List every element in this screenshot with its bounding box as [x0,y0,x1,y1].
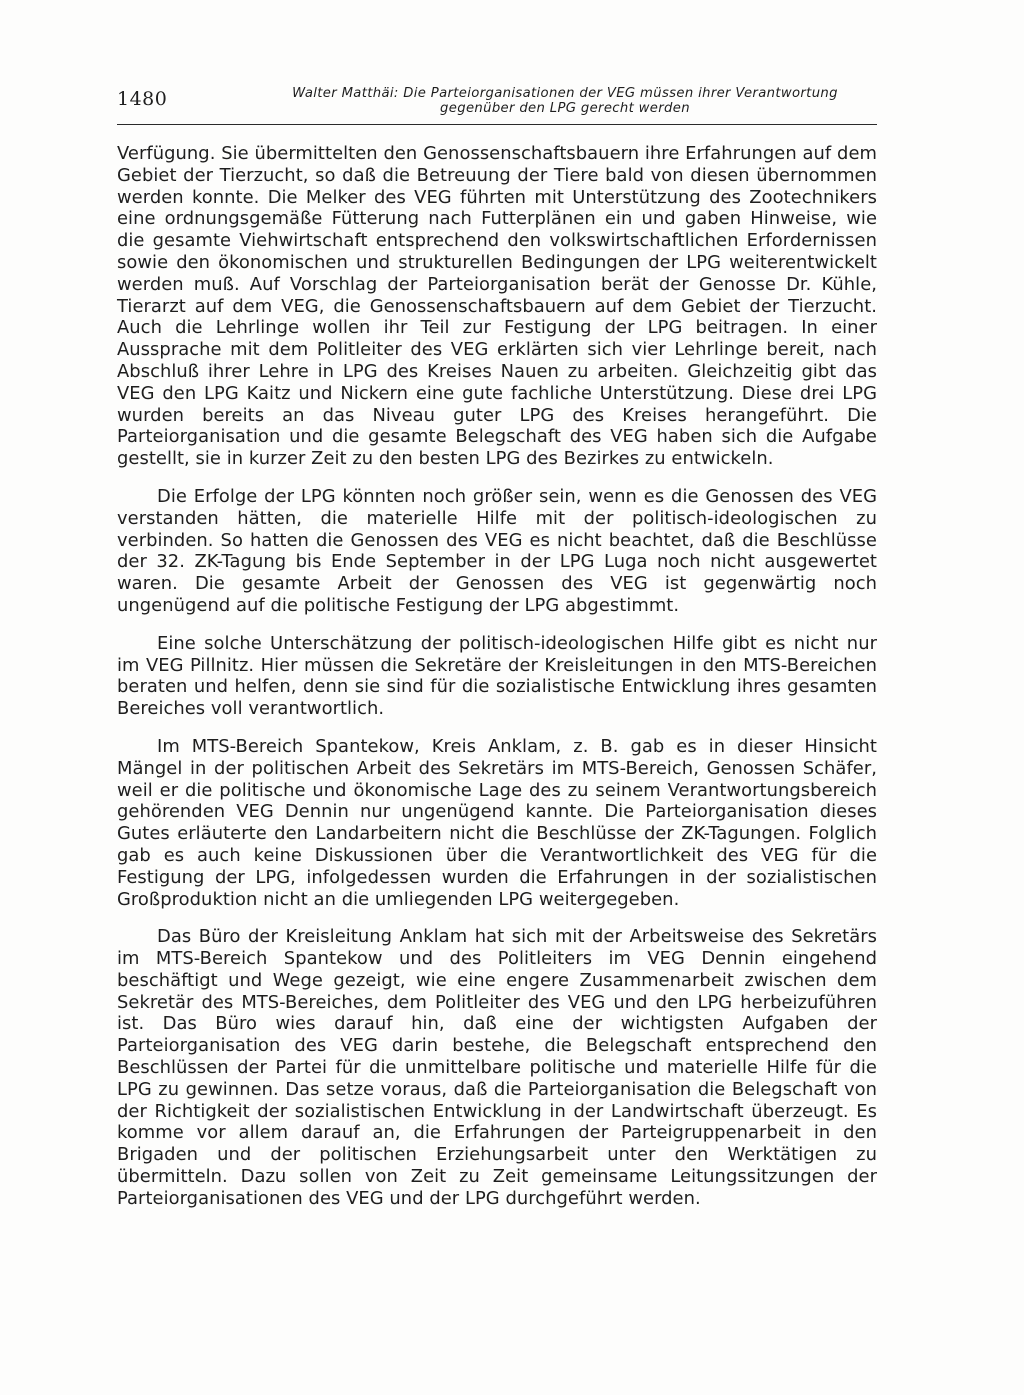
page-number: 1480 [117,88,168,110]
paragraph-3: Eine solche Unterschätzung der politisch-ideologischen Hilfe gibt es nicht nur im VEG Pillnitz. Hier müssen die Sekretäre der Kreisleitungen in den MTS-Bereichen beraten und helfen, denn sie sind für die sozialistische Entwicklung ihres gesamten Bereiches voll verantwortlich. [117,632,877,720]
paragraph-5: Das Büro der Kreisleitung Anklam hat sich mit der Arbeitsweise des Sekretärs im MTS-Bereich Spantekow und des Politleiters im VEG Dennin eingehend beschäftigt und Wege gezeigt, wie eine engere Zusammenarbeit zwischen dem Sekretär des MTS-Bereiches, dem Politleiter des VEG und den LPG herbeizuführen ist. Das Büro wies darauf hin, daß eine der wichtigsten Aufgaben der Parteiorganisation des VEG darin bestehe, die Belegschaft entsprechend den Beschlüssen der Partei für die unmittelbare politische und materielle Hilfe für die LPG zu gewinnen. Das setze voraus, daß die Parteiorganisation die Belegschaft von der Richtigkeit der sozialistischen Entwicklung in der Landwirtschaft überzeugt. Es komme vor allem darauf an, die Erfahrungen der Parteigruppenarbeit in den Brigaden und der politischen Erziehungsarbeit unter den Werktätigen zu übermitteln. Dazu sollen von Zeit zu Zeit gemeinsame Leitungssitzungen der Parteiorganisationen des VEG und der LPG durchgeführt werden. [117,926,877,1209]
running-head [253,86,877,116]
paragraph-1: Verfügung. Sie übermittelten den Genossenschaftsbauern ihre Erfahrungen auf dem Gebiet der Tierzucht, so daß die Betreuung der Tiere bald von diesen übernommen werden konnte. Die Melker des VEG führten mit Unterstützung des Zootechnikers eine ordnungsgemäße Fütterung nach Futterplänen ein und gaben Hinweise, wie die gesamte Viehwirtschaft entsprechend den volkswirtschaftlichen Erfordernissen sowie den ökonomischen und strukturellen Bedingungen der LPG weiterentwickelt werden muß. Auf Vorschlag der Parteiorganisation berät der Genosse Dr. Kühle, Tierarzt auf dem VEG, die Genossenschaftsbauern auf dem Gebiet der Tierzucht. Auch die Lehrlinge wollen ihr Teil zur Festigung der LPG beitragen. In einer Aussprache mit dem Politleiter des VEG erklärten sich vier Lehrlinge bereit, nach Abschluß ihrer Lehre in LPG des Kreises Nauen zu arbeiten. Gleichzeitig gibt das VEG den LPG Kaitz und Nickern eine gute fachliche Unterstützung. Diese drei LPG wurden bereits an das Niveau guter LPG des Kreises herangeführt. Die Parteiorganisation und die gesamte Belegschaft des VEG haben sich die Aufgabe gestellt, sie in kurzer Zeit zu den besten LPG des Bezirkes zu entwickeln. [117,143,877,470]
running-head-line-2: gegenüber den LPG gerecht werden [440,101,690,116]
paragraph-2: Die Erfolge der LPG könnten noch größer sein, wenn es die Genossen des VEG verstanden hätten, die materielle Hilfe mit der politisch-ideologischen zu verbinden. So hatten die Genossen des VEG es nicht beachtet, daß die Beschlüsse der 32. ZK-Tagung bis Ende September in der LPG Luga noch nicht ausgewertet waren. Die gesamte Arbeit der Genossen des VEG ist gegenwärtig noch ungenügend auf die politische Festigung der LPG abgestimmt. [117,485,877,616]
paragraph-4: Im MTS-Bereich Spantekow, Kreis Anklam, z. B. gab es in dieser Hinsicht Mängel in der politischen Arbeit des Sekretärs im MTS-Bereich, Genossen Schäfer, weil er die politische und ökonomische Lage des zu seinem Verantwortungsbereich gehörenden VEG Dennin nur ungenügend kannte. Die Parteiorganisation dieses Gutes erläuterte den Landarbeitern nicht die Beschlüsse der ZK-Tagungen. Folglich gab es auch keine Diskussionen über die Verantwortlichkeit des VEG für die Festigung der LPG, infolgedessen wurden die Erfahrungen in der sozialistischen Großproduktion nicht an die umliegenden LPG weitergegeben. [117,735,877,910]
header-rule [117,124,877,125]
running-head-line-1: Walter Matthäi: Die Parteiorganisationen der VEG müssen ihrer Verantwortung [292,86,838,101]
article-body [117,143,877,1226]
page-header [117,86,877,124]
